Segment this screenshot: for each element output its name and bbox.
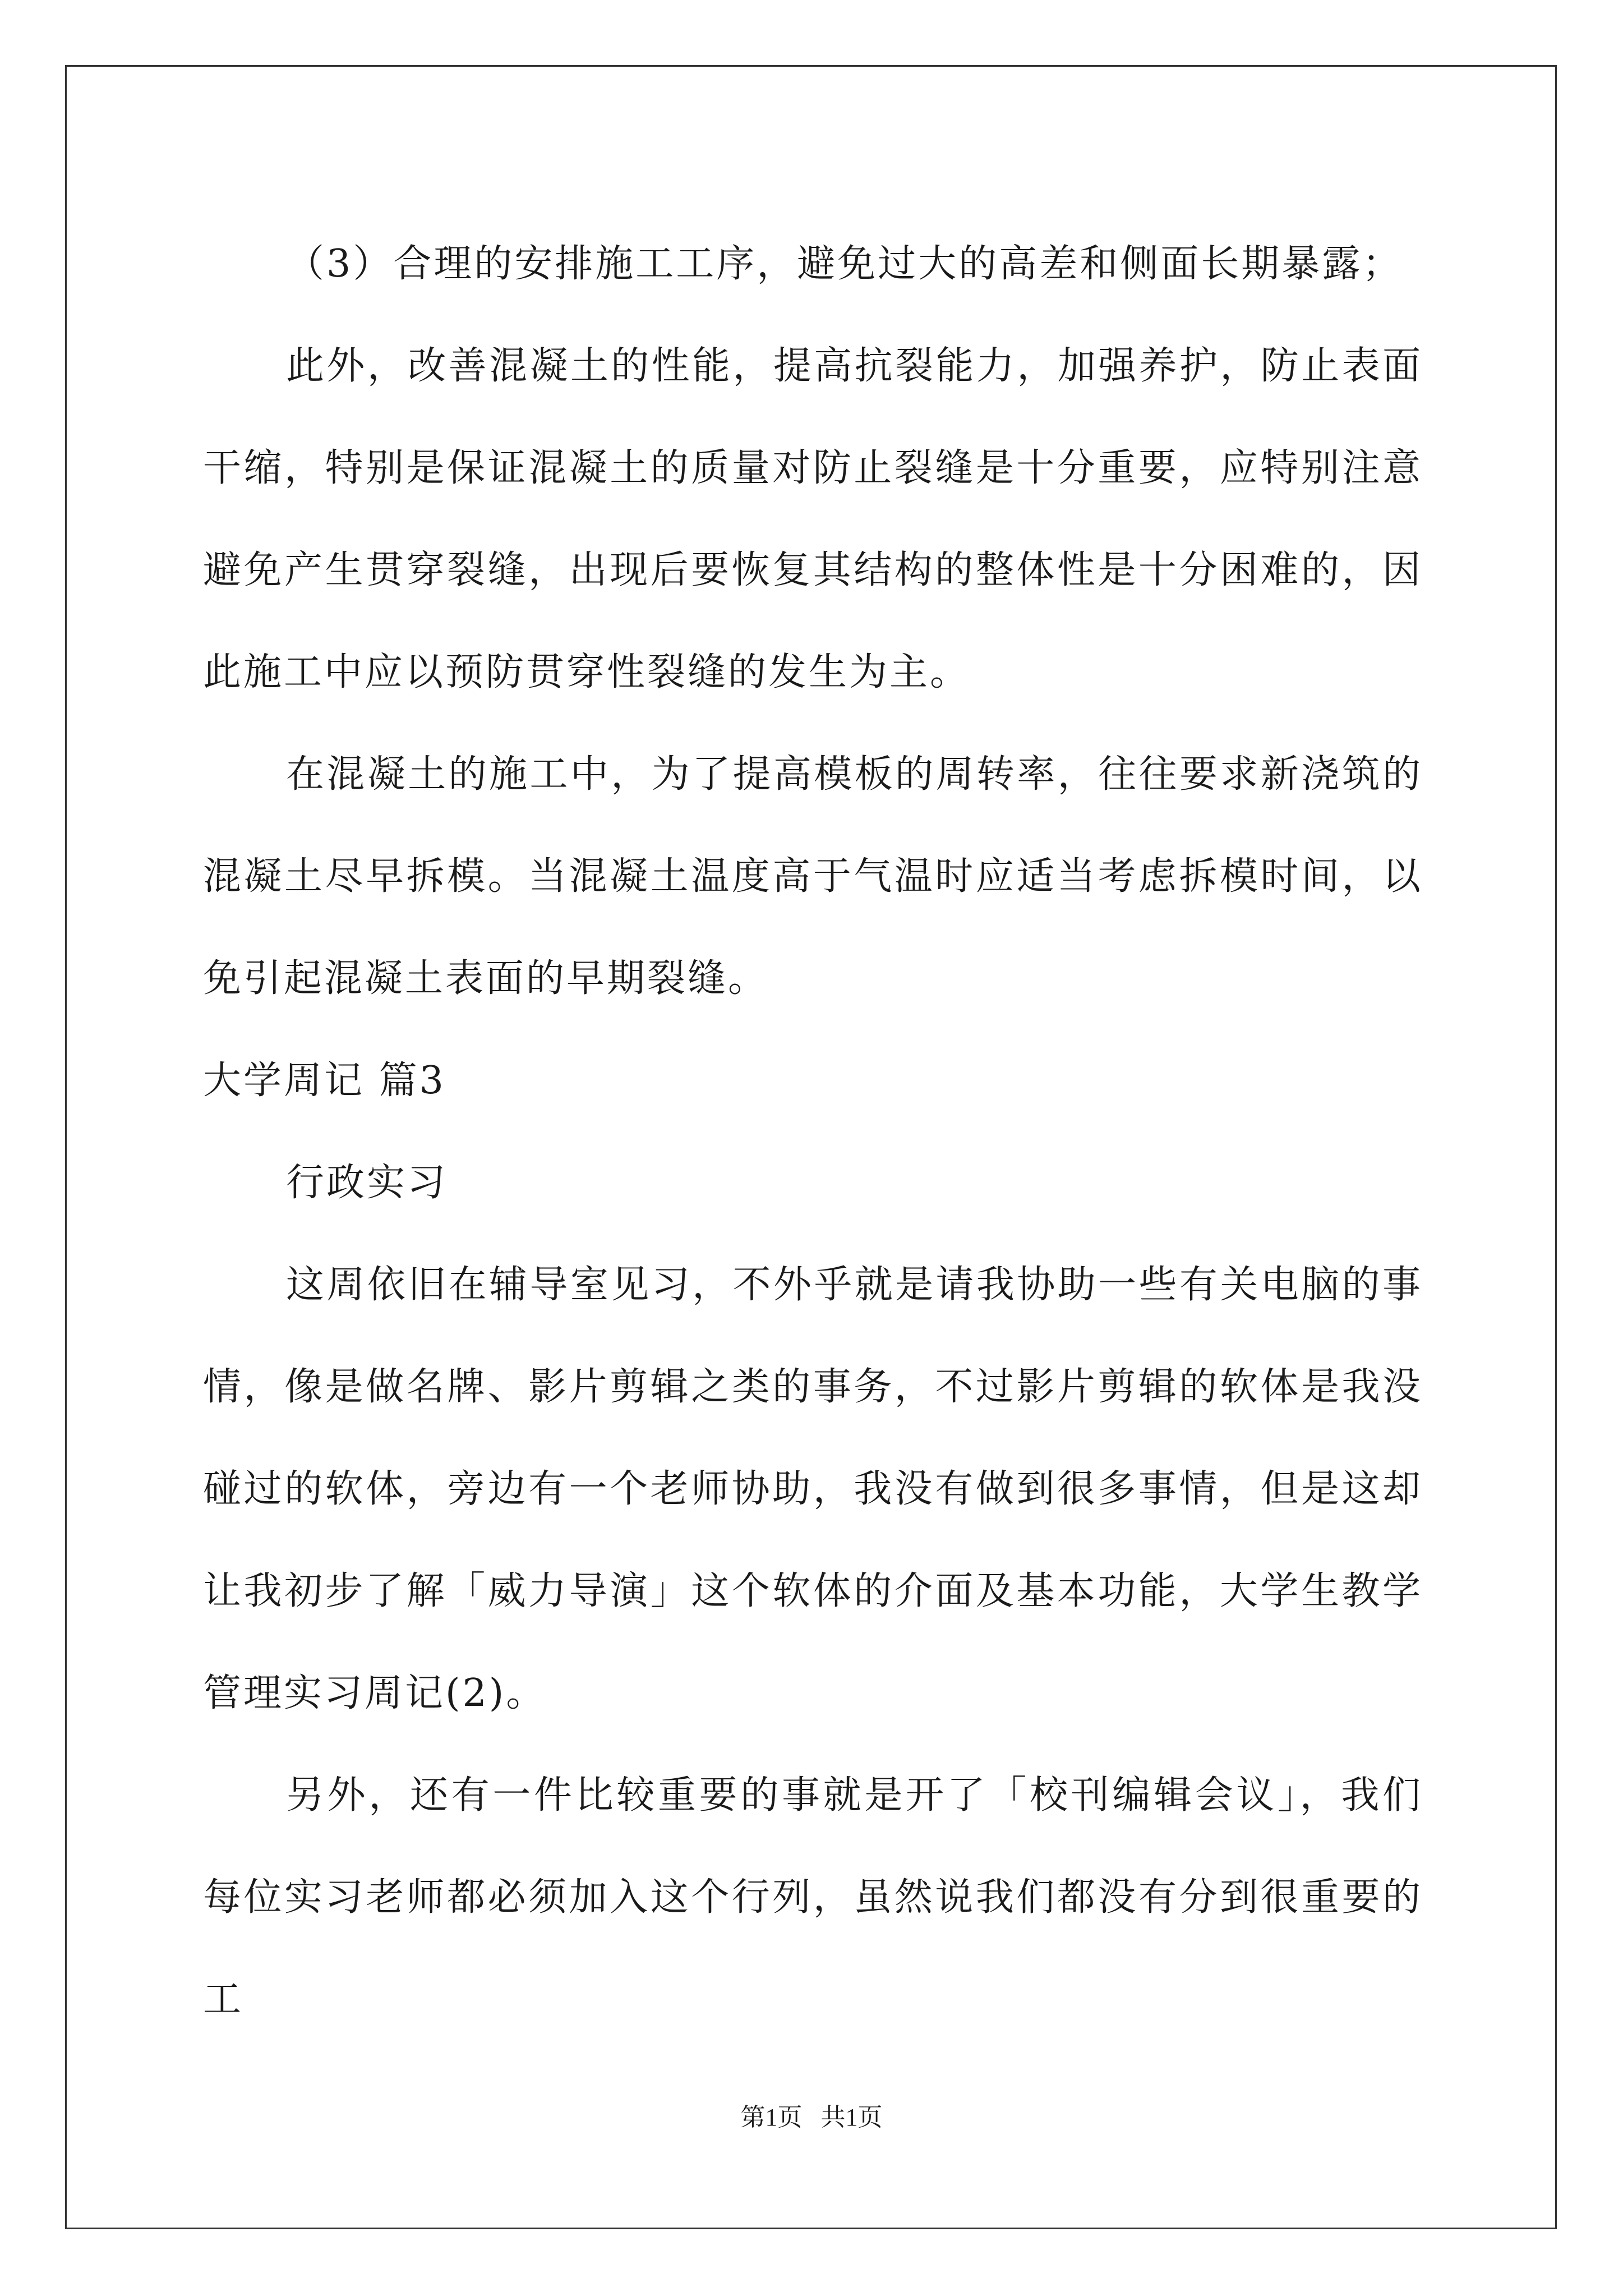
section-heading: 大学周记 篇3 bbox=[203, 1059, 446, 1103]
paragraph-construction-sequence: （3）合理的安排施工工序，避免过大的高差和侧面长期暴露； bbox=[286, 242, 1403, 286]
paragraph-subtitle: 行政实习 bbox=[286, 1161, 448, 1205]
paragraph-editorial-meeting: 另外，还有一件比较重要的事就是开了「校刊编辑会议」，我们每位实习老师都必须加入这个行列，虽然说我们都没有分到很重要的工 bbox=[203, 1773, 1423, 2022]
page-number: 第1页 共1页 bbox=[740, 2104, 883, 2131]
document-body bbox=[203, 213, 1423, 2051]
paragraph-formwork-removal: 在混凝土的施工中，为了提高模板的周转率，往往要求新浇筑的混凝土尽早拆模。当混凝土温度高于气温时应适当考虑拆模时间，以免引起混凝土表面的早期裂缝。 bbox=[203, 752, 1423, 1001]
paragraph-crack-prevention: 此外，改善混凝土的性能，提高抗裂能力，加强养护，防止表面干缩，特别是保证混凝土的质量对防止裂缝是十分重要，应特别注意避免产生贯穿裂缝，出现后要恢复其结构的整体性是十分困难的，因此施工中应以预防贯穿性裂缝的发生为主。 bbox=[203, 344, 1423, 694]
page-footer bbox=[0, 2097, 1623, 2133]
paragraph-counseling-office: 这周依旧在辅导室见习，不外乎就是请我协助一些有关电脑的事情，像是做名牌、影片剪辑之类的事务，不过影片剪辑的软体是我没碰过的软体，旁边有一个老师协助，我没有做到很多事情，但是这却让我初步了解「威力导演」这个软体的介面及基本功能，大学生教学管理实习周记(2)。 bbox=[203, 1263, 1423, 1715]
